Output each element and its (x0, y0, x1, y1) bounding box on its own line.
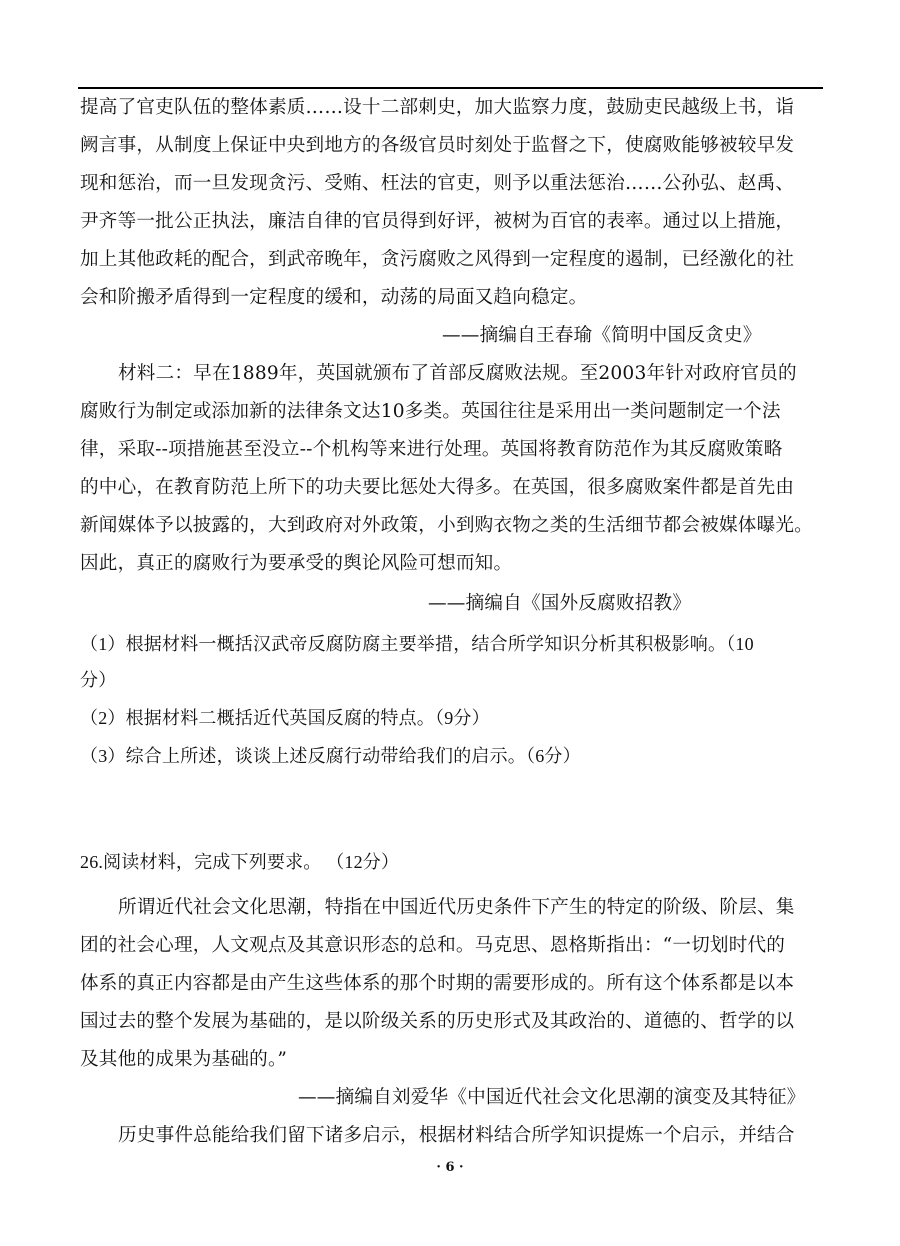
q26-source: ——摘编自刘爱华《中国近代社会文化思潮的演变及其特征》 (298, 1087, 806, 1108)
question-1: （1）根据材料一概括汉武帝反腐防腐主要举措，结合所学知识分析其积极影响。（10 (80, 634, 754, 654)
q26-line: 国过去的整个发展为基础的，是以阶级关系的历史形式及其政治的、道德的、哲学的以 (80, 1011, 795, 1032)
question-3: （3）综合上所述，谈谈上述反腐行动带给我们的启示。（6分） (80, 746, 581, 766)
material2-line: 新闻媒体予以披露的，大到政府对外政策，小到购衣物之类的生活细节都会被媒体曝光。 (80, 515, 813, 536)
material2-line: 的中心，在教育防范上所下的功夫要比惩处大得多。在英国，很多腐败案件都是首先由 (80, 477, 795, 498)
q26-heading: 26.阅读材料，完成下列要求。 （12分） (80, 852, 400, 872)
material1-line: 阙言事，从制度上保证中央到地方的各级官员时刻处于监督之下，使腐败能够被较早发 (80, 135, 795, 156)
q26-line: 及其他的成果为基础的。” (80, 1049, 288, 1070)
q26-line: 团的社会心理，人文观点及其意识形态的总和。马克思、恩格斯指出：“一切划时代的 (80, 935, 786, 956)
q26-instruction: 历史事件总能给我们留下诸多启示，根据材料结合所学知识提炼一个启示，并结合 (118, 1125, 795, 1146)
material1-line: 会和阶搬矛盾得到一定程度的缓和，动荡的局面又趋向稳定。 (80, 287, 588, 308)
material2-source: ——摘编自《国外反腐败招教》 (428, 593, 692, 614)
material2-line: 因此，真正的腐败行为要承受的舆论风险可想而知。 (80, 553, 513, 574)
material1-line: 加上其他政耗的配合，到武帝晚年，贪污腐败之风得到一定程度的遏制，已经激化的社 (80, 249, 795, 270)
material1-line: 提高了官吏队伍的整体素质……设十二部刺史，加大监察力度，鼓励吏民越级上书，诣 (80, 97, 795, 118)
material1-line: 现和惩治，而一旦发现贪污、受贿、枉法的官吏，则予以重法惩治……公孙弘、赵禹、 (80, 173, 795, 194)
q26-line: 所谓近代社会文化思潮，特指在中国近代历史条件下产生的特定的阶级、阶层、集 (118, 897, 795, 918)
material2-line: 材料二：早在1889年，英国就颁布了首部反腐败法规。至2003年针对政府官员的 (118, 363, 797, 384)
question-2: （2）根据材料二概括近代英国反腐的特点。（9分） (80, 708, 490, 728)
top-rule (78, 87, 823, 89)
page-number: · 6 · (436, 1160, 464, 1175)
material2-line: 腐败行为制定或添加新的法律条文达10多类。英国往往是采用出一类问题制定一个法 (80, 401, 781, 422)
question-1-cont: 分） (80, 670, 117, 690)
material1-source: ——摘编自王春瑜《简明中国反贪史》 (442, 325, 762, 346)
material2-line: 律，采取--项措施甚至没立--个机构等来进行处理。英国将教育防范作为其反腐败策略 (80, 439, 783, 460)
q26-line: 体系的真正内容都是由产生这些体系的那个时期的需要形成的。所有这个体系都是以本 (80, 973, 795, 994)
material1-line: 尹齐等一批公正执法，廉洁自律的官员得到好评，被树为百官的表率。通过以上措施， (80, 211, 795, 232)
